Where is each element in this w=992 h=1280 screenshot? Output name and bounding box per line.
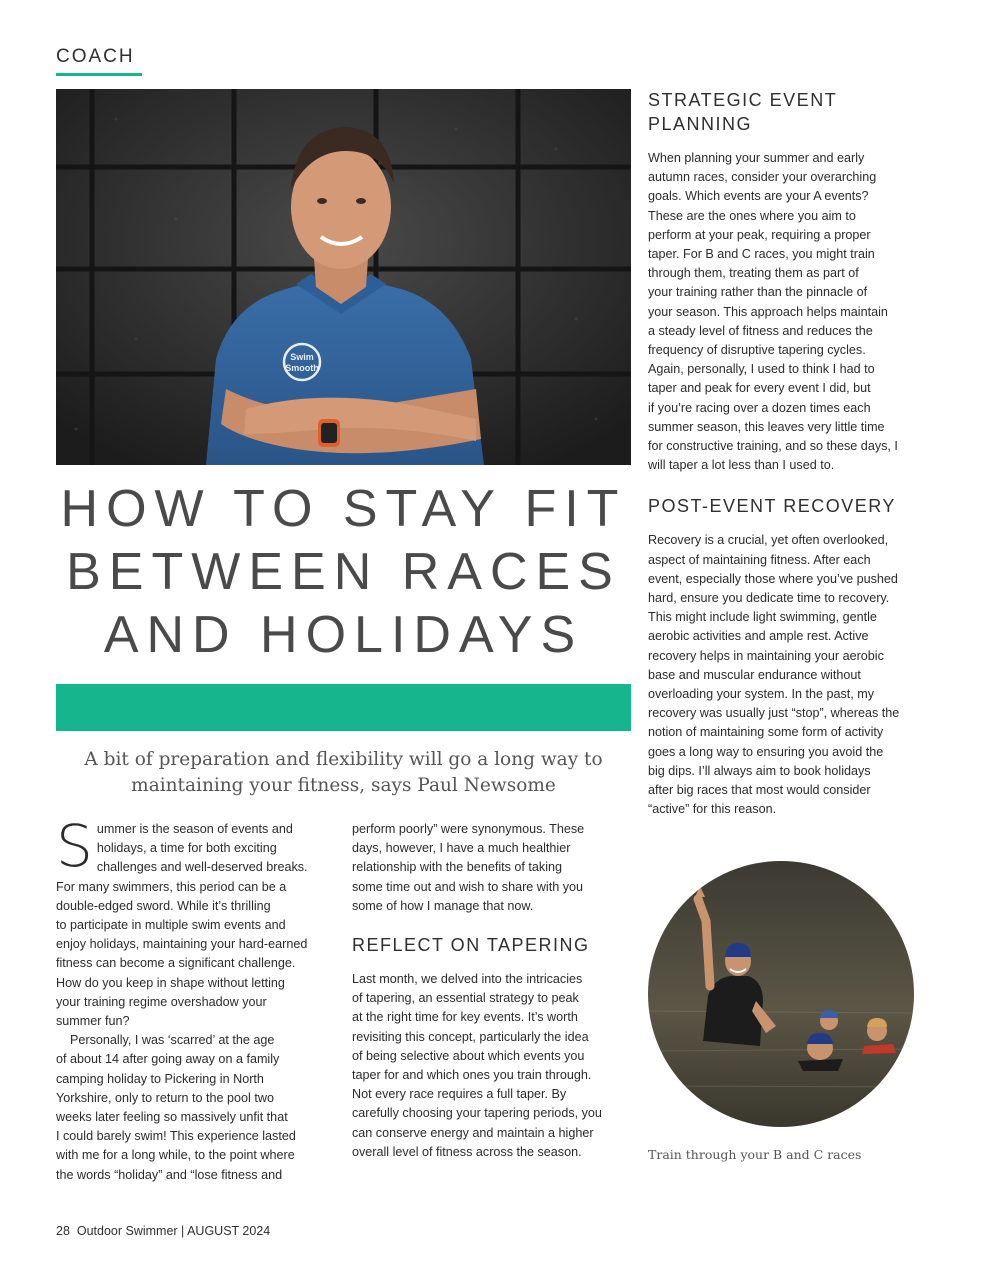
headline-line-3: AND HOLIDAYS <box>103 606 584 664</box>
text-line: ummer is the season of events and <box>96 822 293 836</box>
text-line: “active” for this reason. <box>648 802 777 817</box>
continued-paragraph <box>352 820 637 916</box>
page-footer <box>56 1224 270 1238</box>
standfirst <box>56 747 631 799</box>
planning-paragraph <box>648 149 938 475</box>
text-line: revisiting this concept, particularly the idea <box>352 1029 589 1044</box>
text-line: Recovery is a crucial, yet often overlooked, <box>648 533 889 548</box>
text-line: camping holiday to Pickering in North <box>56 1071 264 1086</box>
subhead-reflect-on-tapering: REFLECT ON TAPERING <box>352 935 590 956</box>
personal-paragraph <box>56 1031 346 1185</box>
text-line: overloading your system. In the past, my <box>648 687 875 702</box>
text-line: challenges and well-deserved breaks. <box>96 860 308 875</box>
swimmers-photo-illustration <box>648 861 914 1127</box>
text-line: taper for and which ones you train through. <box>352 1068 592 1083</box>
text-line: taper and peak for every event I did, but <box>648 381 871 396</box>
text-line: taper. For B and C races, you might train <box>648 247 875 262</box>
text-line: carefully choosing your tapering periods, you <box>352 1106 602 1121</box>
tapering-paragraph <box>352 970 637 1162</box>
hero-logo-line2: Smooth <box>285 363 319 373</box>
text-line: Not every race requires a full taper. By <box>352 1087 567 1102</box>
text-line: of being selective about which events you <box>352 1048 585 1063</box>
swimmers-photo <box>648 861 914 1127</box>
text-line: goals. Which events are your A events? <box>648 189 869 204</box>
text-line: the words “holiday” and “lose fitness and <box>56 1167 283 1182</box>
text-line: For many swimmers, this period can be a <box>56 879 287 894</box>
headline-line-2: BETWEEN RACES <box>66 543 621 601</box>
text-line: summer fun? <box>56 1014 130 1029</box>
hero-logo-line1: Swim <box>290 352 314 362</box>
subhead-strategic-line-1: STRATEGIC EVENT <box>648 90 838 110</box>
text-line: to participate in multiple swim events and <box>56 918 286 933</box>
text-line: if you’re racing over a dozen times each <box>648 400 871 415</box>
text-line: your season. This approach helps maintain <box>648 304 888 319</box>
text-line: Yorkshire, only to return to the pool two <box>56 1090 274 1105</box>
photo-caption: Train through your B and C races <box>648 1147 862 1162</box>
text-line: of tapering, an essential strategy to peak <box>352 991 579 1006</box>
text-line: weeks later feeling so massively unfit that <box>56 1110 288 1125</box>
text-line: base and muscular endurance without <box>648 667 861 682</box>
text-line: Last month, we delved into the intricacies <box>352 972 583 987</box>
subhead-post-event-recovery: POST-EVENT RECOVERY <box>648 496 896 517</box>
text-line: Again, personally, I used to think I had to <box>648 362 875 377</box>
hero-photo-illustration <box>56 89 631 465</box>
drop-cap: S <box>56 812 93 880</box>
text-line: of about 14 after going away on a family <box>56 1052 280 1067</box>
section-underline <box>56 73 142 76</box>
text-line: overall level of fitness across the season. <box>352 1144 582 1159</box>
text-line: I could barely swim! This experience lasted <box>56 1129 296 1144</box>
text-line: days, however, I have a much healthier <box>352 841 571 856</box>
text-line: These are the ones where you aim to <box>648 208 856 223</box>
text-line: perform poorly” were synonymous. These <box>352 822 585 836</box>
text-line: hard, ensure you dedicate time to recovery. <box>648 591 890 606</box>
subhead-strategic-line-2: PLANNING <box>648 114 753 134</box>
text-line: can conserve energy and maintain a higher <box>352 1125 594 1140</box>
text-line: some time out and wish to share with you <box>352 879 583 894</box>
text-line: recovery was usually just “stop”, whereas the <box>648 706 900 721</box>
text-line: some of how I manage that now. <box>352 898 534 913</box>
text-line: at the right time for key events. It’s worth <box>352 1010 578 1025</box>
body-column-3 <box>648 88 938 820</box>
text-line: goes a long way to ensuring you avoid the <box>648 744 884 759</box>
text-line: Personally, I was ‘scarred’ at the age <box>70 1033 275 1048</box>
text-line: with me for a long while, to the point where <box>56 1148 295 1163</box>
text-line: notion of maintaining some form of activity <box>648 725 884 740</box>
text-line: This might include light swimming, gentle <box>648 610 877 625</box>
text-line: frequency of disruptive tapering cycles. <box>648 343 866 358</box>
page-number: 28 <box>56 1224 70 1238</box>
text-line: double-edged sword. While it’s thrilling <box>56 898 271 913</box>
body-column-2 <box>352 820 637 1162</box>
text-line: your training rather than the pinnacle of <box>648 285 868 300</box>
text-line: for constructive training, and so these days, I <box>648 439 898 454</box>
text-line: a steady level of fitness and reduces the <box>648 323 873 338</box>
text-line: When planning your summer and early <box>648 151 865 165</box>
text-line: after big races that most would consider <box>648 783 871 798</box>
text-line: aspect of maintaining fitness. After each <box>648 552 871 567</box>
text-line: summer season, this leaves very little time <box>648 419 885 434</box>
intro-paragraph-end <box>56 878 346 1032</box>
section-label: COACH <box>56 46 135 67</box>
text-line: enjoy holidays, maintaining your hard-earned <box>56 937 308 952</box>
intro-paragraph-start <box>56 812 346 880</box>
text-line: your training regime overshadow your <box>56 994 267 1009</box>
text-line: fitness can become a significant challenge. <box>56 956 296 971</box>
text-line: through them, treating them as part of <box>648 266 859 281</box>
text-line: will taper a lot less than I used to. <box>648 458 835 473</box>
text-line: event, especially those where you’ve pushed <box>648 571 898 586</box>
text-line: holidays, a time for both exciting <box>96 841 277 856</box>
hero-photo <box>56 89 631 465</box>
subhead-strategic-event-planning <box>648 88 938 136</box>
text-line: relationship with the benefits of taking <box>352 860 563 875</box>
headline <box>56 478 631 667</box>
text-line: aerobic activities and ample rest. Active <box>648 629 869 644</box>
standfirst-line-1: A bit of preparation and flexibility will go a long way to <box>84 749 603 770</box>
text-line: autumn races, consider your overarching <box>648 170 877 185</box>
publication-info: Outdoor Swimmer | AUGUST 2024 <box>76 1224 271 1238</box>
headline-line-1: HOW TO STAY FIT <box>60 480 627 538</box>
standfirst-line-2: maintaining your fitness, says Paul Newsome <box>131 775 556 796</box>
text-line: How do you keep in shape without letting <box>56 975 285 990</box>
text-line: big dips. I’ll always aim to book holidays <box>648 763 871 778</box>
recovery-paragraph <box>648 531 938 819</box>
text-line: perform at your peak, requiring a proper <box>648 227 871 242</box>
accent-bar <box>56 684 631 731</box>
text-line: recovery helps in maintaining your aerobic <box>648 648 884 663</box>
body-column-1 <box>56 812 346 1185</box>
